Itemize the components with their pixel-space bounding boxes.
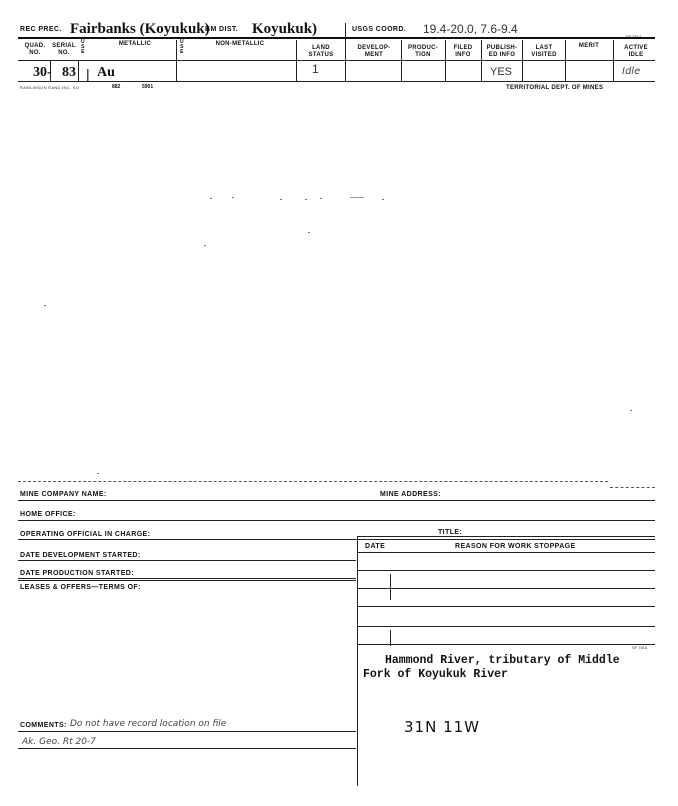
col-use: U S E: [81, 39, 85, 55]
reason-column-label: REASON FOR WORK STOPPAGE: [455, 543, 576, 550]
row-serial: 83: [62, 65, 76, 80]
col-active-idle: ACTIVE IDLE: [624, 45, 648, 58]
mine-address-label: MINE ADDRESS:: [380, 491, 441, 498]
row-active-idle-mark: Idle: [622, 66, 641, 77]
col-filed-info: FILED INFO: [453, 45, 473, 58]
col-quad-no: QUAD. NO.: [24, 43, 46, 56]
date-column-label: DATE: [365, 543, 386, 550]
comment-handwritten-2: Ak. Geo. Rt 20-7: [22, 737, 96, 747]
header-rule-bottom: [18, 81, 655, 82]
row-published-info: YES: [490, 66, 513, 78]
col-non-metallic: NON-METALLIC: [215, 41, 265, 47]
printer-num-2: 5901: [142, 84, 154, 90]
col-last-visited: LAST VISITED: [531, 45, 557, 58]
location-line-1: Hammond River, tributary of Middle: [385, 654, 620, 667]
col-published-info: PUBLISH- ED INFO: [486, 45, 518, 58]
date-prod-started-label: DATE PRODUCTION STARTED:: [20, 570, 134, 577]
form-code-2: SF 7515: [632, 645, 648, 650]
col-development: DEVELOP- MENT: [357, 45, 391, 58]
title-label: TITLE:: [438, 529, 463, 536]
agency-label: TERRITORIAL DEPT. OF MINES: [506, 85, 604, 91]
col-metallic: METALLIC: [118, 41, 152, 47]
mine-company-name-label: MINE COMPANY NAME:: [20, 491, 107, 498]
comments-label: COMMENTS:: [20, 722, 67, 729]
rec-prec-value: Fairbanks (Koyukuk): [70, 21, 210, 37]
header-rule-mid: [18, 60, 655, 61]
township-handwritten: 31N 11W: [404, 718, 480, 736]
leases-offers-label: LEASES & OFFERS—TERMS OF:: [20, 584, 141, 591]
col-use-2: U S E: [180, 39, 184, 55]
row-quad: 30-: [33, 65, 52, 80]
col-merit: MERIT: [578, 43, 600, 49]
bm-dist-label: BM DIST.: [205, 26, 239, 33]
header-rule-top: [18, 37, 655, 39]
col-land-status: LAND STATUS: [308, 45, 334, 58]
col-serial-no: SERIAL NO.: [52, 43, 76, 56]
row-land-status: 1: [312, 62, 319, 76]
form-code: SF 7614: [626, 34, 642, 39]
comment-handwritten-1: Do not have record location on file: [70, 719, 227, 729]
rec-prec-label: REC PREC.: [20, 26, 62, 33]
home-office-label: HOME OFFICE:: [20, 511, 76, 518]
usgs-coord-label: USGS COORD.: [352, 26, 407, 33]
bm-dist-value: Koyukuk): [252, 21, 318, 37]
printer-line: RAWLINSON RAND INC. SO: [20, 85, 80, 90]
operating-official-label: OPERATING OFFICIAL IN CHARGE:: [20, 531, 151, 538]
col-production: PRODUC- TION: [407, 45, 439, 58]
row-metallic: Au: [97, 65, 115, 80]
usgs-coord-value: 19.4-20.0, 7.6-9.4: [423, 22, 518, 36]
printer-num-1: 882: [112, 84, 121, 90]
location-line-2: Fork of Koyukuk River: [363, 668, 508, 681]
date-dev-started-label: DATE DEVELOPMENT STARTED:: [20, 552, 141, 559]
